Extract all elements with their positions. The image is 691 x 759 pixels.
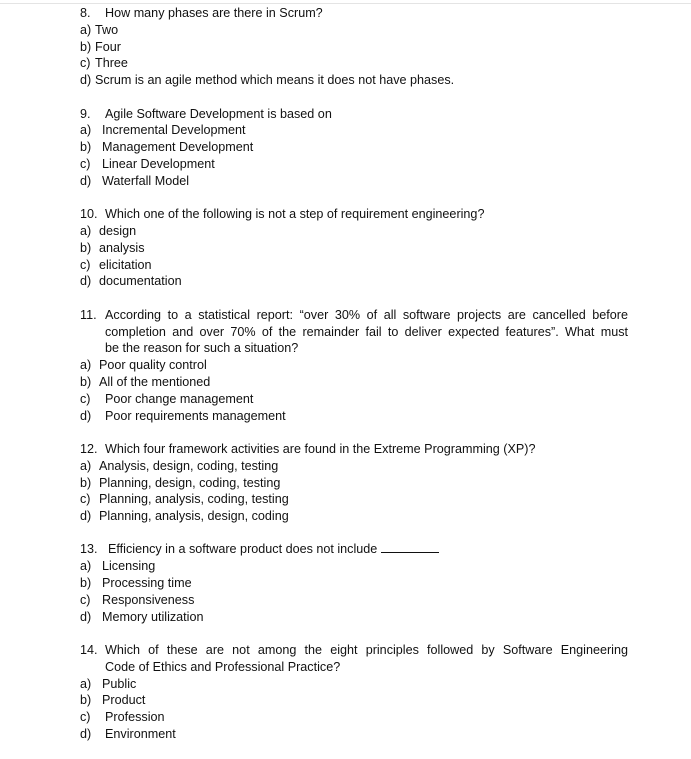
option-text: design [99, 223, 137, 238]
option-a [80, 357, 628, 374]
option-b [80, 39, 628, 56]
question-text: How many phases are there in Scrum? [105, 6, 323, 20]
option-label: d) [80, 173, 92, 188]
question-text-line: Code of Ethics and Professional Practice? [105, 659, 341, 674]
question-number: 9. [80, 106, 91, 121]
option-d [80, 173, 628, 190]
option-label: c) [80, 56, 91, 71]
option-text: analysis [99, 240, 145, 255]
question-8 [80, 5, 628, 89]
option-label: d) [80, 73, 92, 88]
question-stem [80, 206, 628, 223]
question-stem [80, 106, 628, 123]
option-text: Product [102, 693, 146, 708]
option-text: Incremental Development [102, 123, 246, 138]
question-stem [80, 5, 628, 22]
option-text: Licensing [102, 559, 156, 574]
option-c [80, 156, 628, 173]
question-stem [80, 642, 628, 676]
option-text: Poor quality control [99, 358, 207, 373]
option-text: Scrum is an agile method which means it does not have phases. [95, 73, 455, 88]
option-c [80, 257, 628, 274]
option-label: d) [80, 609, 92, 624]
option-d [80, 72, 628, 89]
option-c [80, 55, 628, 72]
question-text: Agile Software Development is based on [105, 106, 332, 121]
question-text-line: be the reason for such a situation? [105, 341, 299, 356]
option-label: a) [80, 223, 92, 238]
question-number: 14. [80, 643, 98, 658]
option-label: a) [80, 22, 92, 37]
question-text: Efficiency in a software product does not include [108, 542, 378, 557]
option-text: Memory utilization [102, 609, 204, 624]
page-top-edge [0, 0, 691, 4]
option-label: c) [80, 710, 91, 725]
option-label: d) [80, 727, 92, 742]
option-text: Four [95, 39, 121, 54]
option-text: Three [95, 56, 128, 71]
option-a [80, 22, 628, 39]
option-text: Poor change management [105, 391, 254, 406]
option-c [80, 592, 628, 609]
question-13 [80, 541, 628, 625]
option-b [80, 139, 628, 156]
option-c [80, 491, 628, 508]
question-9 [80, 106, 628, 190]
option-label: a) [80, 676, 92, 691]
option-text: Public [102, 676, 137, 691]
option-text: Waterfall Model [102, 173, 190, 188]
option-label: a) [80, 559, 92, 574]
option-text: documentation [99, 274, 182, 289]
option-text: Two [95, 22, 119, 37]
question-12 [80, 441, 628, 525]
option-label: c) [80, 257, 91, 272]
question-10 [80, 206, 628, 290]
question-number: 10. [80, 207, 98, 222]
option-text: Analysis, design, coding, testing [99, 458, 279, 473]
option-text: Environment [105, 727, 176, 742]
option-text: Linear Development [102, 156, 215, 171]
option-label: a) [80, 358, 92, 373]
option-a [80, 676, 628, 693]
question-text-line: completion and over 70% of the remainder fail to deliver expected features”. What must [105, 324, 628, 339]
option-text: Planning, design, coding, testing [99, 475, 281, 490]
option-label: c) [80, 156, 91, 171]
option-c [80, 709, 628, 726]
option-label: d) [80, 509, 92, 524]
option-a [80, 558, 628, 575]
question-text: Which four framework activities are found in the Extreme Programming (XP)? [105, 441, 536, 456]
option-label: c) [80, 391, 91, 406]
question-number: 13. [80, 542, 98, 557]
option-label: a) [80, 123, 92, 138]
option-label: a) [80, 458, 92, 473]
question-14 [80, 642, 628, 743]
option-label: b) [80, 140, 92, 155]
option-d [80, 609, 628, 626]
option-a [80, 122, 628, 139]
option-text: Processing time [102, 576, 192, 591]
option-b [80, 374, 628, 391]
option-d [80, 408, 628, 425]
option-label: b) [80, 240, 92, 255]
answer-blank [381, 541, 439, 553]
option-label: c) [80, 592, 91, 607]
question-number: 8. [80, 6, 91, 20]
option-d [80, 273, 628, 290]
question-11 [80, 307, 628, 425]
option-d [80, 508, 628, 525]
option-text: Management Development [102, 140, 254, 155]
option-a [80, 223, 628, 240]
option-text: Planning, analysis, coding, testing [99, 492, 289, 507]
option-text: All of the mentioned [99, 374, 211, 389]
question-text-line: Which of these are not among the eight principles followed by Software Engineering [105, 643, 628, 658]
option-label: b) [80, 576, 92, 591]
question-number: 12. [80, 441, 98, 456]
option-label: d) [80, 408, 92, 423]
option-label: b) [80, 475, 92, 490]
option-b [80, 240, 628, 257]
quiz-document [80, 5, 628, 759]
option-label: d) [80, 274, 92, 289]
question-stem [80, 307, 628, 357]
option-text: Profession [105, 710, 165, 725]
option-b [80, 692, 628, 709]
option-label: b) [80, 39, 92, 54]
option-text: elicitation [99, 257, 152, 272]
option-b [80, 575, 628, 592]
option-c [80, 391, 628, 408]
question-text-line: According to a statistical report: “over 30% of all software projects are cancelled before [105, 307, 628, 322]
option-a [80, 458, 628, 475]
option-d [80, 726, 628, 743]
option-label: c) [80, 492, 91, 507]
option-text: Poor requirements management [105, 408, 286, 423]
option-text: Planning, analysis, design, coding [99, 509, 289, 524]
question-stem [80, 441, 628, 458]
option-label: b) [80, 374, 92, 389]
option-b [80, 475, 628, 492]
option-text: Responsiveness [102, 592, 195, 607]
question-stem [80, 541, 628, 558]
question-number: 11. [80, 307, 97, 322]
question-text: Which one of the following is not a step of requirement engineering? [105, 207, 485, 222]
option-label: b) [80, 693, 92, 708]
